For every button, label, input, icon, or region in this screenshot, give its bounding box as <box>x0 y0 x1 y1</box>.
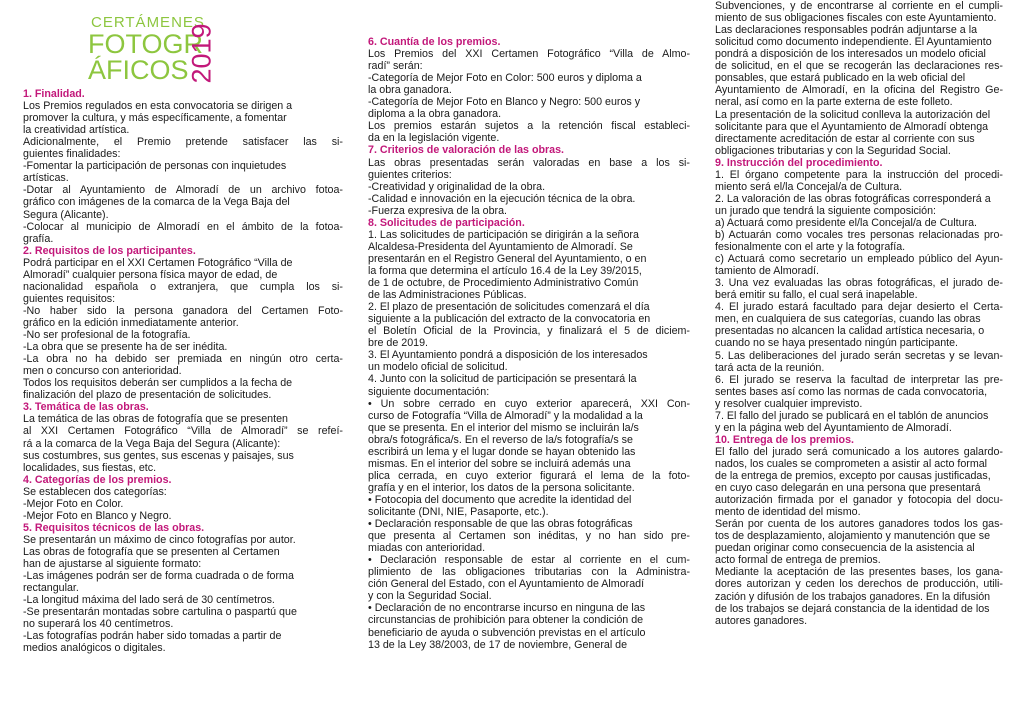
text-line: Los premios estarán sujetos a la retención fiscal estableci- <box>368 120 690 133</box>
text-line: 1. Las solicitudes de participación se dirigirán a la señora <box>368 228 639 241</box>
text-line: tos de desplazamiento, alojamiento y manutención que se <box>715 530 991 543</box>
text-line: -Fomentar la participación de personas con inquietudes <box>23 160 287 173</box>
text-line: ción General del Estado, con el Ayuntamiento de Almoradí <box>368 578 645 591</box>
text-line: Las declaraciones responsables podrán adjuntarse a la <box>715 24 978 37</box>
text-line: -Colocar al municipio de Almoradí en el ámbito de la fotoa- <box>23 220 343 233</box>
text-line: -Las imágenes podrán ser de forma cuadrada o de forma <box>23 570 294 582</box>
text-line: Mediante la aceptación de las presentes bases, los gana- <box>715 566 1003 579</box>
text-line: miento será el/la Concejal/a de Cultura. <box>715 180 903 193</box>
text-line: siguiente a la publicación del extracto de la convocatoria en <box>368 313 651 326</box>
text-line: medios analógicos o digitales. <box>23 642 166 655</box>
text-line: -Calidad e innovación en la ejecución técnica de la obra. <box>368 192 636 205</box>
text-line: curso de Fotografía “Villa de Almoradí” y la modalidad a la <box>368 409 643 422</box>
text-line: de solicitud, en el que se recogerán las declaraciones res- <box>715 60 1003 73</box>
text-line: • Fotocopia del documento que acredite la identidad del <box>368 493 632 506</box>
text-line: la creatividad artística. <box>23 124 130 137</box>
text-line: -Se presentarán montadas sobre cartulina o paspartú que <box>23 606 297 619</box>
text-line: La presentación de la solicitud conlleva la autorización del <box>715 108 991 121</box>
section-heading: 4. Categorías de los premios. <box>23 473 172 486</box>
text-line: artísticas. <box>23 172 69 185</box>
text-line: puedan originar como consecuencia de la asistencia al <box>715 542 975 555</box>
text-line: • Declaración de no encontrarse incurso en ninguna de las <box>368 602 646 615</box>
text-line: 4. El jurado estará facultado para dejar desierto el Certa- <box>715 301 1003 314</box>
text-line: guientes finalidades: <box>23 148 121 161</box>
text-line: Los Premios regulados en esta convocatoria se dirigen a <box>23 100 293 112</box>
text-line: de las Administraciones Públicas. <box>368 289 527 302</box>
text-line: de los trabajos se dejará constancia de la identidad de los <box>715 602 990 615</box>
section-heading: 7. Criterios de valoración de las obras. <box>368 144 565 157</box>
text-line: Se establecen dos categorías: <box>23 485 167 498</box>
text-line: Se presentarán un máximo de cinco fotografías por autor. <box>23 533 296 546</box>
text-line: no superará los 40 centímetros. <box>23 618 174 631</box>
section-heading: 1. Finalidad. <box>23 88 85 100</box>
text-line: 2. La valoración de las obras fotográficas corresponderá a <box>715 192 991 205</box>
text-line: Subvenciones, y de encontrarse al corriente en el cumpli- <box>715 0 1003 12</box>
text-line: zación y difusión de los trabajos ganadores. En la difusión <box>715 590 991 603</box>
section-heading: 6. Cuantía de los premios. <box>368 36 501 48</box>
section-heading: 10. Entrega de los premios. <box>715 433 854 446</box>
text-line: plica cerrada, en cuyo exterior figurará el lema de la foto- <box>368 469 690 482</box>
text-line: y en la página web del Ayuntamiento de Almoradí. <box>715 421 952 434</box>
text-line: beneficiario de ayuda o subvención previstas en el artículo <box>368 626 646 639</box>
section-heading: 9. Instrucción del procedimiento. <box>715 156 883 169</box>
text-line: de 1 de octubre, de Procedimiento Administrativo Común <box>368 277 639 289</box>
text-line: 5. Las deliberaciones del jurado serán secretas y se levan- <box>715 349 1003 362</box>
text-line: presentadas no alcancen la calidad artística necesaria, o <box>715 325 985 338</box>
text-line: 2. El plazo de presentación de solicitudes comenzará el día <box>368 301 650 314</box>
text-line: obra/s fotográfica/s. En el reverso de la/s fotografía/s se <box>368 433 633 446</box>
text-line: directamente acreditación de estar al corriente con sus <box>715 132 975 145</box>
text-line: 3. Una vez evaluadas las obras fotográficas, el jurado de- <box>715 277 1003 290</box>
text-line: Segura (Alicante). <box>23 208 109 221</box>
text-line: mismas. En el interior del sobre se incluirá además una <box>368 457 631 470</box>
text-line: en cuyo caso delegarán en una persona que presentará <box>715 482 981 494</box>
section-heading: 5. Requisitos técnicos de las obras. <box>23 521 205 534</box>
text-line: -La obra no ha debido ser premiada en ningún otro certa- <box>23 353 343 366</box>
text-line: siguiente documentación: <box>368 385 490 398</box>
text-line: al XXI Certamen Fotográfico “Villa de Almoradí” se refeí- <box>23 425 343 438</box>
text-line: radí” serán: <box>368 60 423 73</box>
text-line: que presenta al Certamen son inéditas, y no han sido pre- <box>368 530 690 542</box>
text-line: tamiento de Almoradí. <box>715 265 819 278</box>
text-line: -Categoría de Mejor Foto en Color: 500 euros y diploma a <box>368 72 642 85</box>
text-line: -Creatividad y originalidad de la obra. <box>368 180 546 193</box>
text-line: nacionalidad española o extranjera, que cumpla los si- <box>23 280 343 293</box>
text-line: acto formal de entrega de premios. <box>715 554 881 567</box>
text-line: autorización firmada por el ganador y fotocopia del docu- <box>715 494 1003 507</box>
text-line: guientes criterios: <box>368 168 452 181</box>
text-line: Serán por cuenta de los autores ganadores todos los gas- <box>715 518 1003 531</box>
logo-line-2: FOTOGR <box>88 29 204 59</box>
text-line: berá emitir su fallo, el cual será inapelable. <box>715 289 918 302</box>
text-line: 6. El jurado se reserva la facultad de interpretar las pre- <box>715 373 1003 386</box>
text-line: y con la Seguridad Social. <box>368 590 492 603</box>
logo-line-1: CERTÁMENES <box>91 14 205 31</box>
text-line: -No haber sido la persona ganadora del Certamen Foto- <box>23 304 343 317</box>
text-line: grafía. <box>23 232 54 245</box>
text-line: gráfico con imágenes de la comarca de la Vega Baja del <box>23 196 290 209</box>
logo-line-3: ÁFICOS <box>88 55 189 85</box>
text-line: 4. Junto con la solicitud de participación se presentará la <box>368 373 637 386</box>
text-line: -Las fotografías podrán haber sido tomadas a partir de <box>23 630 282 643</box>
text-line: pondrá a disposición de los interesados un modelo oficial <box>715 48 986 61</box>
text-line: -Dotar al Ayuntamiento de Almoradí de un archivo fotoa- <box>23 184 343 197</box>
text-line: • Declaración responsable de estar al corriente en el cum- <box>368 554 690 567</box>
text-line: un modelo oficial de solicitud. <box>368 361 508 374</box>
section-heading: 3. Temática de las obras. <box>23 401 149 414</box>
text-line: Los Premios del XXI Certamen Fotográfico “Villa de Almo- <box>368 48 690 60</box>
logo-year-text: 2019 <box>186 23 217 84</box>
text-line: de la entrega de premios, excepto por causas justificadas, <box>715 470 991 482</box>
text-line: da en la legislación vigente. <box>368 132 500 145</box>
text-line: -Fuerza expresiva de la obra. <box>368 204 508 217</box>
text-line: El fallo del jurado será comunicado a los autores galardo- <box>715 445 1003 458</box>
text-line: -No ser profesional de la fotografía. <box>23 329 191 341</box>
text-line: gráfico en la edición inmediatamente anterior. <box>23 317 239 329</box>
text-line: -Categoría de Mejor Foto en Blanco y Negro: 500 euros y <box>368 96 641 109</box>
text-line: sus costumbres, sus gentes, sus escenas y paisajes, sus <box>23 449 294 462</box>
text-line: bre de 2019. <box>368 337 429 350</box>
text-line: a) Actuará como presidente el/la Concejal/a de Cultura. <box>715 216 977 229</box>
text-line: y resolver cualquier imprevisto. <box>715 397 863 410</box>
text-line: Todos los requisitos deberán ser cumplidos a la fecha de <box>23 377 293 390</box>
text-line: solicitante para que el Ayuntamiento de Almoradí obtenga <box>715 120 989 133</box>
text-line: Ayuntamiento de Almoradí, en la oficina del Registro Ge- <box>715 84 1003 97</box>
text-line: la forma que determina el artículo 16.4 de la Ley 39/2015, <box>368 265 642 277</box>
text-line: dores autorizan y ceden los derechos de producción, utili- <box>715 578 1003 591</box>
text-line: autores ganadores. <box>715 614 808 627</box>
text-line: ponsables, que estará publicado en la web oficial del <box>715 72 966 85</box>
text-line: grafía y en el interior, los datos de la persona solicitante. <box>368 481 635 494</box>
text-line: Las obras de fotografía que se presenten al Certamen <box>23 545 280 558</box>
text-line: -Mejor Foto en Blanco y Negro. <box>23 509 172 522</box>
text-line: 3. El Ayuntamiento pondrá a disposición de los interesados <box>368 349 648 362</box>
text-line: mento de identidad del mismo. <box>715 506 861 519</box>
text-line: sentes bases así como las normas de cada convocatoria, <box>715 385 988 398</box>
logo-year <box>186 16 222 92</box>
text-line: -Mejor Foto en Color. <box>23 497 124 510</box>
section-heading: 8. Solicitudes de participación. <box>368 216 525 229</box>
text-line: tará acta de la reunión. <box>715 361 825 374</box>
text-line: miadas con anterioridad. <box>368 542 486 555</box>
text-line: 13 de la Ley 38/2003, de 17 de noviembre, General de <box>368 638 628 651</box>
text-line: 1. El órgano competente para la instrucción del procedi- <box>715 168 1003 181</box>
text-line: cuando no se haya presentado ningún participante. <box>715 337 959 350</box>
text-line: solicitante (DNI, NIE, Pasaporte, etc.). <box>368 506 549 518</box>
text-line: obligaciones tributarias y con la Seguridad Social. <box>715 144 951 157</box>
text-line: Las obras presentadas serán valoradas en base a los si- <box>368 156 690 169</box>
text-line: finalización del plazo de presentación de solicitudes. <box>23 389 272 402</box>
text-line: Alcaldesa-Presidenta del Ayuntamiento de Almoradí. Se <box>368 240 633 253</box>
text-line: • Declaración responsable de que las obras fotográficas <box>368 518 633 530</box>
text-line: rectangular. <box>23 582 79 594</box>
text-line: escribirá un lema y el lugar donde se hayan obtenido las <box>368 445 636 458</box>
text-line: rá a la comarca de la Vega Baja del Segura (Alicante): <box>23 437 281 450</box>
text-line: La temática de las obras de fotografía que se presenten <box>23 413 288 426</box>
text-line: fesionalmente con el arte y la fotografía. <box>715 241 906 253</box>
text-line: Almoradí” cualquier persona física mayor de edad, de <box>23 268 278 281</box>
text-line: diploma a la obra ganadora. <box>368 108 502 121</box>
text-line: b) Actuarán como vocales tres personas relacionadas pro- <box>715 229 1003 241</box>
text-line: localidades, sus fiestas, etc. <box>23 461 157 474</box>
certamenes-logo <box>88 14 238 90</box>
text-line: -La longitud máxima del lado será de 30 centímetros. <box>23 594 275 607</box>
text-line: c) Actuará como secretario un empleado público del Ayun- <box>715 253 1003 266</box>
text-line: plimiento de las obligaciones tributarias con la Administra- <box>368 566 690 579</box>
text-line: guientes requisitos: <box>23 292 116 305</box>
text-line: nados, los cuales se comprometen a asistir al acto formal <box>715 457 988 470</box>
text-line: promover la cultura, y más específicamente, a fomentar <box>23 112 287 125</box>
text-line: -La obra que se presente ha de ser inédita. <box>23 341 228 354</box>
text-line: Adicionalmente, el Premio pretende satisfacer las si- <box>23 136 343 149</box>
text-line: un jurado que tendrá la siguiente composición: <box>715 204 937 217</box>
text-line: neral, así como en la parte externa de este folleto. <box>715 96 953 109</box>
text-line: han de ajustarse al siguiente formato: <box>23 558 202 570</box>
text-line: men o concurso con anterioridad. <box>23 365 182 378</box>
text-line: • Un sobre cerrado en cuyo exterior aparecerá, XXI Con- <box>368 397 690 410</box>
text-line: la obra ganadora. <box>368 84 452 97</box>
text-line: el Boletín Oficial de la Provincia, y finalizará el 5 de diciem- <box>368 325 690 338</box>
text-line: solicitud como documento independiente. El Ayuntamiento <box>715 36 992 49</box>
text-line: circunstancias de prohibición para obtener la condición de <box>368 614 644 627</box>
section-heading: 2. Requisitos de los participantes. <box>23 244 196 257</box>
text-line: 7. El fallo del jurado se publicará en el tablón de anuncios <box>715 409 989 422</box>
text-line: miento de sus obligaciones fiscales con este Ayuntamiento. <box>715 12 997 25</box>
text-line: que se presenta. En el interior del mismo se incluirán la/s <box>368 421 639 434</box>
text-line: men, en cualquiera de sus categorías, cuando las obras <box>715 313 981 326</box>
text-line: Podrá participar en el XXI Certamen Fotográfico “Villa de <box>23 256 293 269</box>
text-line: presentarán en el Registro General del Ayuntamiento, o en <box>368 252 647 265</box>
